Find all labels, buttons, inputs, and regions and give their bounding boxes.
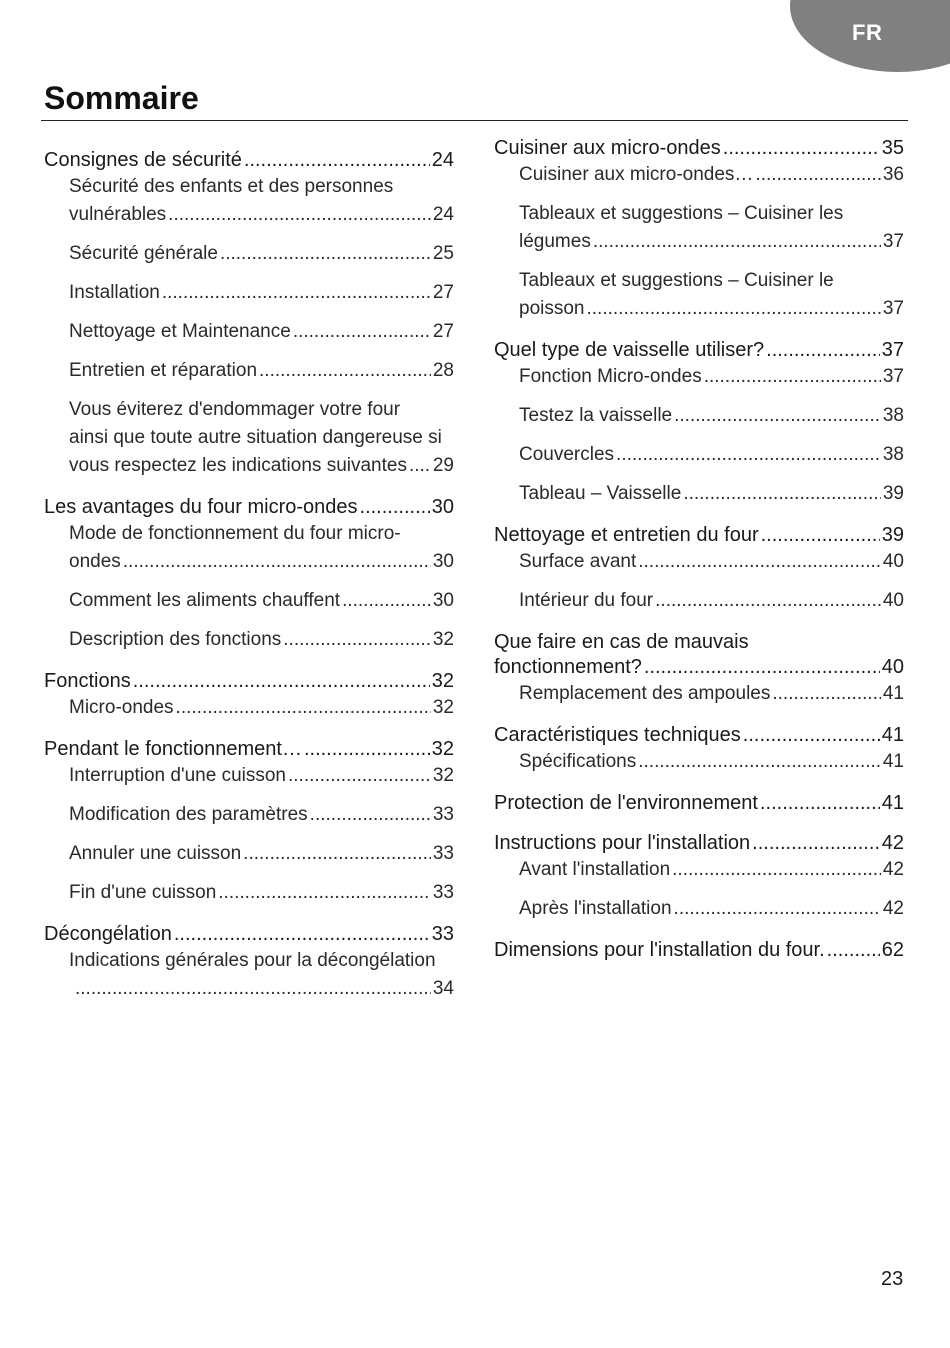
toc-subentry[interactable]: Cuisiner aux micro-ondes… ..... 36 xyxy=(519,161,904,189)
toc-subentry[interactable]: Surface avant ..... 40 xyxy=(519,548,904,576)
page-title: Sommaire xyxy=(44,80,199,116)
toc-section-environment xyxy=(494,791,904,816)
toc-entry[interactable]: Consignes de sécurité ..... 24 xyxy=(44,148,454,173)
toc-subentry[interactable]: Sécurité des enfants et des personnes vulnérables ..... 24 xyxy=(69,173,454,229)
toc-entry[interactable]: Que faire en cas de mauvais fonctionnement? ..... 40 xyxy=(494,630,904,680)
toc-entry[interactable]: Décongélation ..... 33 xyxy=(44,922,454,947)
toc-entry[interactable]: Pendant le fonctionnement… ..... 32 xyxy=(44,737,454,762)
toc-entry[interactable]: Quel type de vaisselle utiliser? ..... 37 xyxy=(494,338,904,363)
toc-subentry[interactable]: Remplacement des ampoules ..... 41 xyxy=(519,680,904,708)
toc-left-column xyxy=(44,148,454,1018)
toc-subentry[interactable]: Micro-ondes ..... 32 xyxy=(69,694,454,722)
toc-subentry[interactable]: Nettoyage et Maintenance ..... 27 xyxy=(69,318,454,346)
toc-subentry[interactable]: Fonction Micro-ondes ..... 37 xyxy=(519,363,904,391)
toc-entry[interactable]: Les avantages du four micro-ondes ..... 30 xyxy=(44,495,454,520)
toc-subentry[interactable]: Vous éviterez d'endommager votre four ainsi que toute autre situation dangereuse si vous respectez les indications suivantes ..... 29 xyxy=(69,396,454,480)
toc-subentry[interactable]: Spécifications ..... 41 xyxy=(519,748,904,776)
toc-subentry[interactable]: Indications générales pour la décongélation ..... 34 xyxy=(69,947,454,1003)
toc-right-column xyxy=(494,136,904,978)
toc-subentry[interactable]: Fin d'une cuisson ..... 33 xyxy=(69,879,454,907)
toc-entry[interactable]: Caractéristiques techniques ..... 41 xyxy=(494,723,904,748)
toc-subentry[interactable]: Après l'installation ..... 42 xyxy=(519,895,904,923)
toc-section-troubleshooting xyxy=(494,630,904,708)
toc-section-defrosting xyxy=(44,922,454,1003)
toc-subentry[interactable]: Interruption d'une cuisson ..... 32 xyxy=(69,762,454,790)
title-divider xyxy=(41,120,908,121)
toc-entry[interactable]: Protection de l'environnement ..... 41 xyxy=(494,791,904,816)
toc-subentry[interactable]: Tableaux et suggestions – Cuisiner le poisson ..... 37 xyxy=(519,267,904,323)
toc-entry[interactable]: Fonctions ..... 32 xyxy=(44,669,454,694)
toc-entry[interactable]: Cuisiner aux micro-ondes ..... 35 xyxy=(494,136,904,161)
toc-section-cleaning xyxy=(494,523,904,615)
toc-subentry[interactable]: Modification des paramètres ..... 33 xyxy=(69,801,454,829)
toc-entry[interactable]: Dimensions pour l'installation du four. ..... 62 xyxy=(494,938,904,963)
toc-subentry[interactable]: Couvercles ..... 38 xyxy=(519,441,904,469)
toc-entry[interactable]: Nettoyage et entretien du four ..... 39 xyxy=(494,523,904,548)
toc-subentry[interactable]: Intérieur du four ..... 40 xyxy=(519,587,904,615)
toc-subentry[interactable]: Sécurité générale ..... 25 xyxy=(69,240,454,268)
toc-section-safety xyxy=(44,148,454,480)
toc-subentry[interactable]: Mode de fonctionnement du four micro- ondes ..... 30 xyxy=(69,520,454,576)
toc-subentry[interactable]: Entretien et réparation ..... 28 xyxy=(69,357,454,385)
toc-subentry[interactable]: Tableaux et suggestions – Cuisiner les légumes ..... 37 xyxy=(519,200,904,256)
toc-section-microwave-advantages xyxy=(44,495,454,654)
language-label: FR xyxy=(852,20,883,45)
toc-subentry[interactable]: Annuler une cuisson ..... 33 xyxy=(69,840,454,868)
toc-subentry[interactable]: Comment les aliments chauffent ..... 30 xyxy=(69,587,454,615)
toc-section-cooking xyxy=(494,136,904,323)
toc-subentry[interactable]: Installation ..... 27 xyxy=(69,279,454,307)
toc-section-during-operation xyxy=(44,737,454,907)
toc-section-dishware xyxy=(494,338,904,508)
toc-subentry[interactable]: Description des fonctions ..... 32 xyxy=(69,626,454,654)
toc-subentry[interactable]: Avant l'installation ..... 42 xyxy=(519,856,904,884)
toc-subentry[interactable]: Tableau – Vaisselle ..... 39 xyxy=(519,480,904,508)
page-number: 23 xyxy=(881,1268,904,1290)
toc-section-functions xyxy=(44,669,454,722)
toc-section-dimensions xyxy=(494,938,904,963)
language-tab xyxy=(790,0,950,72)
toc-subentry[interactable]: Testez la vaisselle ..... 38 xyxy=(519,402,904,430)
toc-entry[interactable]: Instructions pour l'installation ..... 42 xyxy=(494,831,904,856)
toc-section-specs xyxy=(494,723,904,776)
toc-section-installation xyxy=(494,831,904,923)
